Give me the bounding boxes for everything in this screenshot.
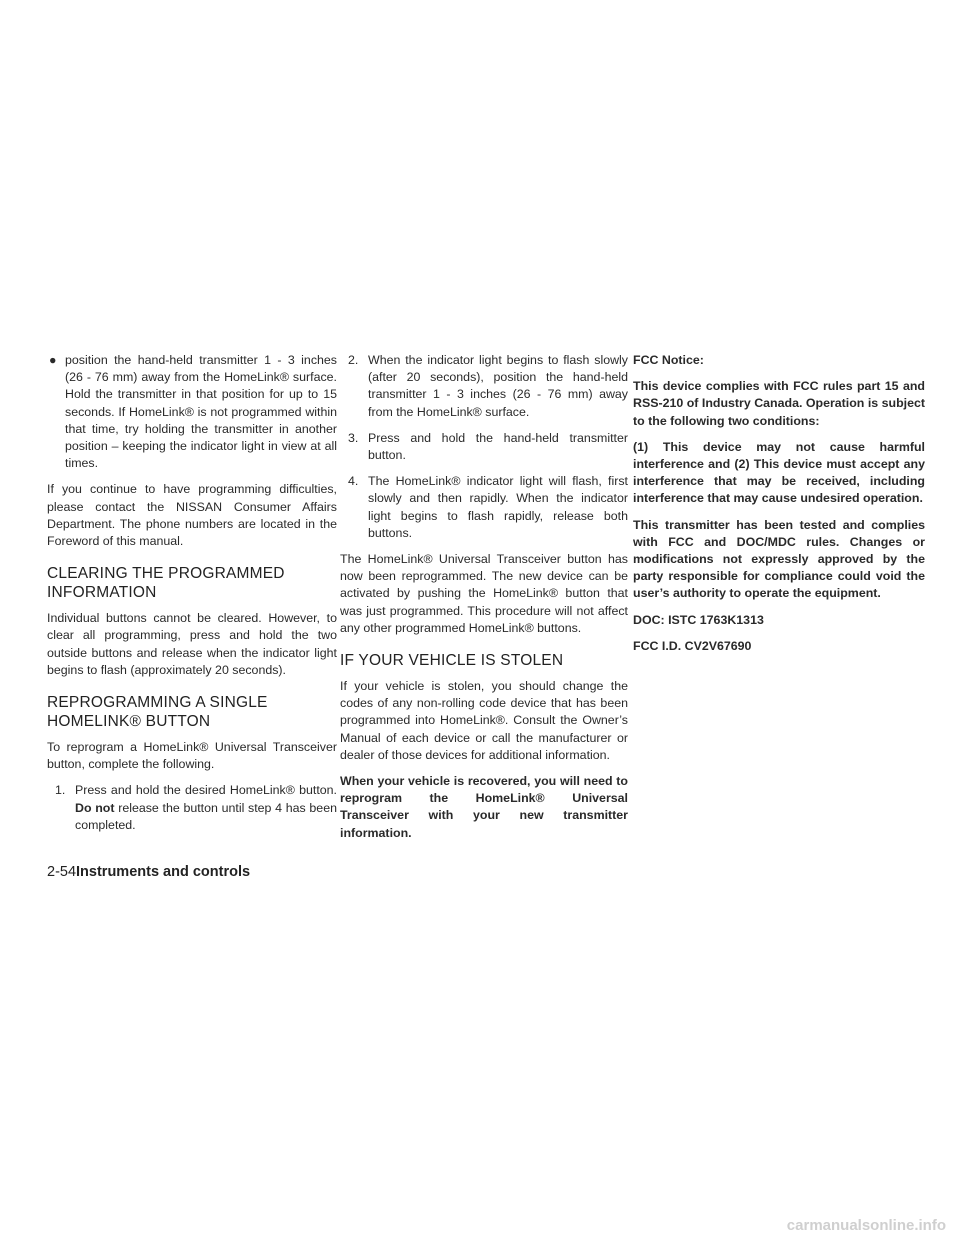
fcc-heading: FCC Notice: [633,353,704,367]
step-text-cont: release the button until step 4 has been completed. [75,800,337,832]
column-1 [47,352,337,843]
section-heading: CLEARING THE PROGRAMMED INFORMATION [47,565,285,602]
paragraph: The HomeLink® Universal Transceiver button has now been reprogrammed. The new device can be activated by pushing the HomeLink® button that was just programmed. This procedure will not affect any other programmed HomeLink® buttons. [340,552,628,635]
step-item [340,430,628,464]
step-item [47,782,337,834]
step-emphasis: Do not [75,800,115,815]
paragraph: Individual buttons cannot be cleared. However, to clear all programming, press and hold the two outside buttons and release when the indicator light begins to flash (approximately 20 seconds). [47,611,337,677]
step-number: 2. [348,353,359,367]
column-3 [633,352,925,664]
section-heading: IF YOUR VEHICLE IS STOLEN [340,652,564,670]
step-number: 4. [348,474,359,489]
step-item [340,352,628,421]
page-footer [47,864,250,880]
step-number: 3. [348,430,359,445]
watermark: carmanualsonline.info [786,1217,946,1234]
section-title: Instruments and controls [76,864,251,880]
step-text: Press and hold the desired HomeLink® button. [75,783,337,798]
bullet-item [47,352,337,472]
fcc-paragraph: This transmitter has been tested and complies with FCC and DOC/MDC rules. Changes or modifications not expressly approved by the party responsible for compliance could void the user’s authority to operate the equipment. [633,517,925,601]
step-item [340,473,628,542]
step-text: When the indicator light begins to flash slowly (after 20 seconds), position the hand-held transmitter 1 - 3 inches (26 - 76 mm) away from the HomeLink® surface. [368,353,628,419]
paragraph: If your vehicle is stolen, you should change the codes of any non-rolling code device that has been programmed into HomeLink®. Consult the Owner’s Manual of each device or call the manufacturer or dealer of those devices for additional information. [340,679,628,762]
fcc-id: FCC I.D. CV2V67690 [633,638,752,653]
section-heading: REPROGRAMMING A SINGLE HOMELINK® BUTTON [47,694,268,731]
bullet-text: position the hand-held transmitter 1 - 3 inches (26 - 76 mm) away from the HomeLink® surface. Hold the transmitter in that position for up to 15 seconds. If HomeLink® is not programmed within that time, try holding the transmitter in another position – keeping the indicator light in view at all times. [65,353,337,471]
step-number: 1. [55,783,66,798]
page-number: 2-54 [47,864,77,880]
bold-paragraph: When your vehicle is recovered, you will need to reprogram the HomeLink® Universal Transceiver with your new transmitter information. [340,774,628,840]
column-2 [340,352,628,851]
paragraph: To reprogram a HomeLink® Universal Transceiver button, complete the following. [47,740,337,772]
step-text: The HomeLink® indicator light will flash, first slowly and then rapidly. When the indicator light begins to flash rapidly, release both buttons. [368,474,628,540]
paragraph: If you continue to have programming difficulties, please contact the NISSAN Consumer Affairs Department. The phone numbers are located in the Foreword of this manual. [47,482,337,549]
bullet-icon: ● [49,353,57,367]
fcc-paragraph: This device complies with FCC rules part 15 and RSS-210 of Industry Canada. Operation is subject to the following two conditions: [633,379,925,428]
step-text: Press and hold the hand-held transmitter button. [368,430,628,463]
fcc-paragraph: (1) This device may not cause harmful interference and (2) This device must accept any interference that may be received, including interference that may cause undesired operation. [633,439,925,506]
doc-id: DOC: ISTC 1763K1313 [633,612,764,627]
